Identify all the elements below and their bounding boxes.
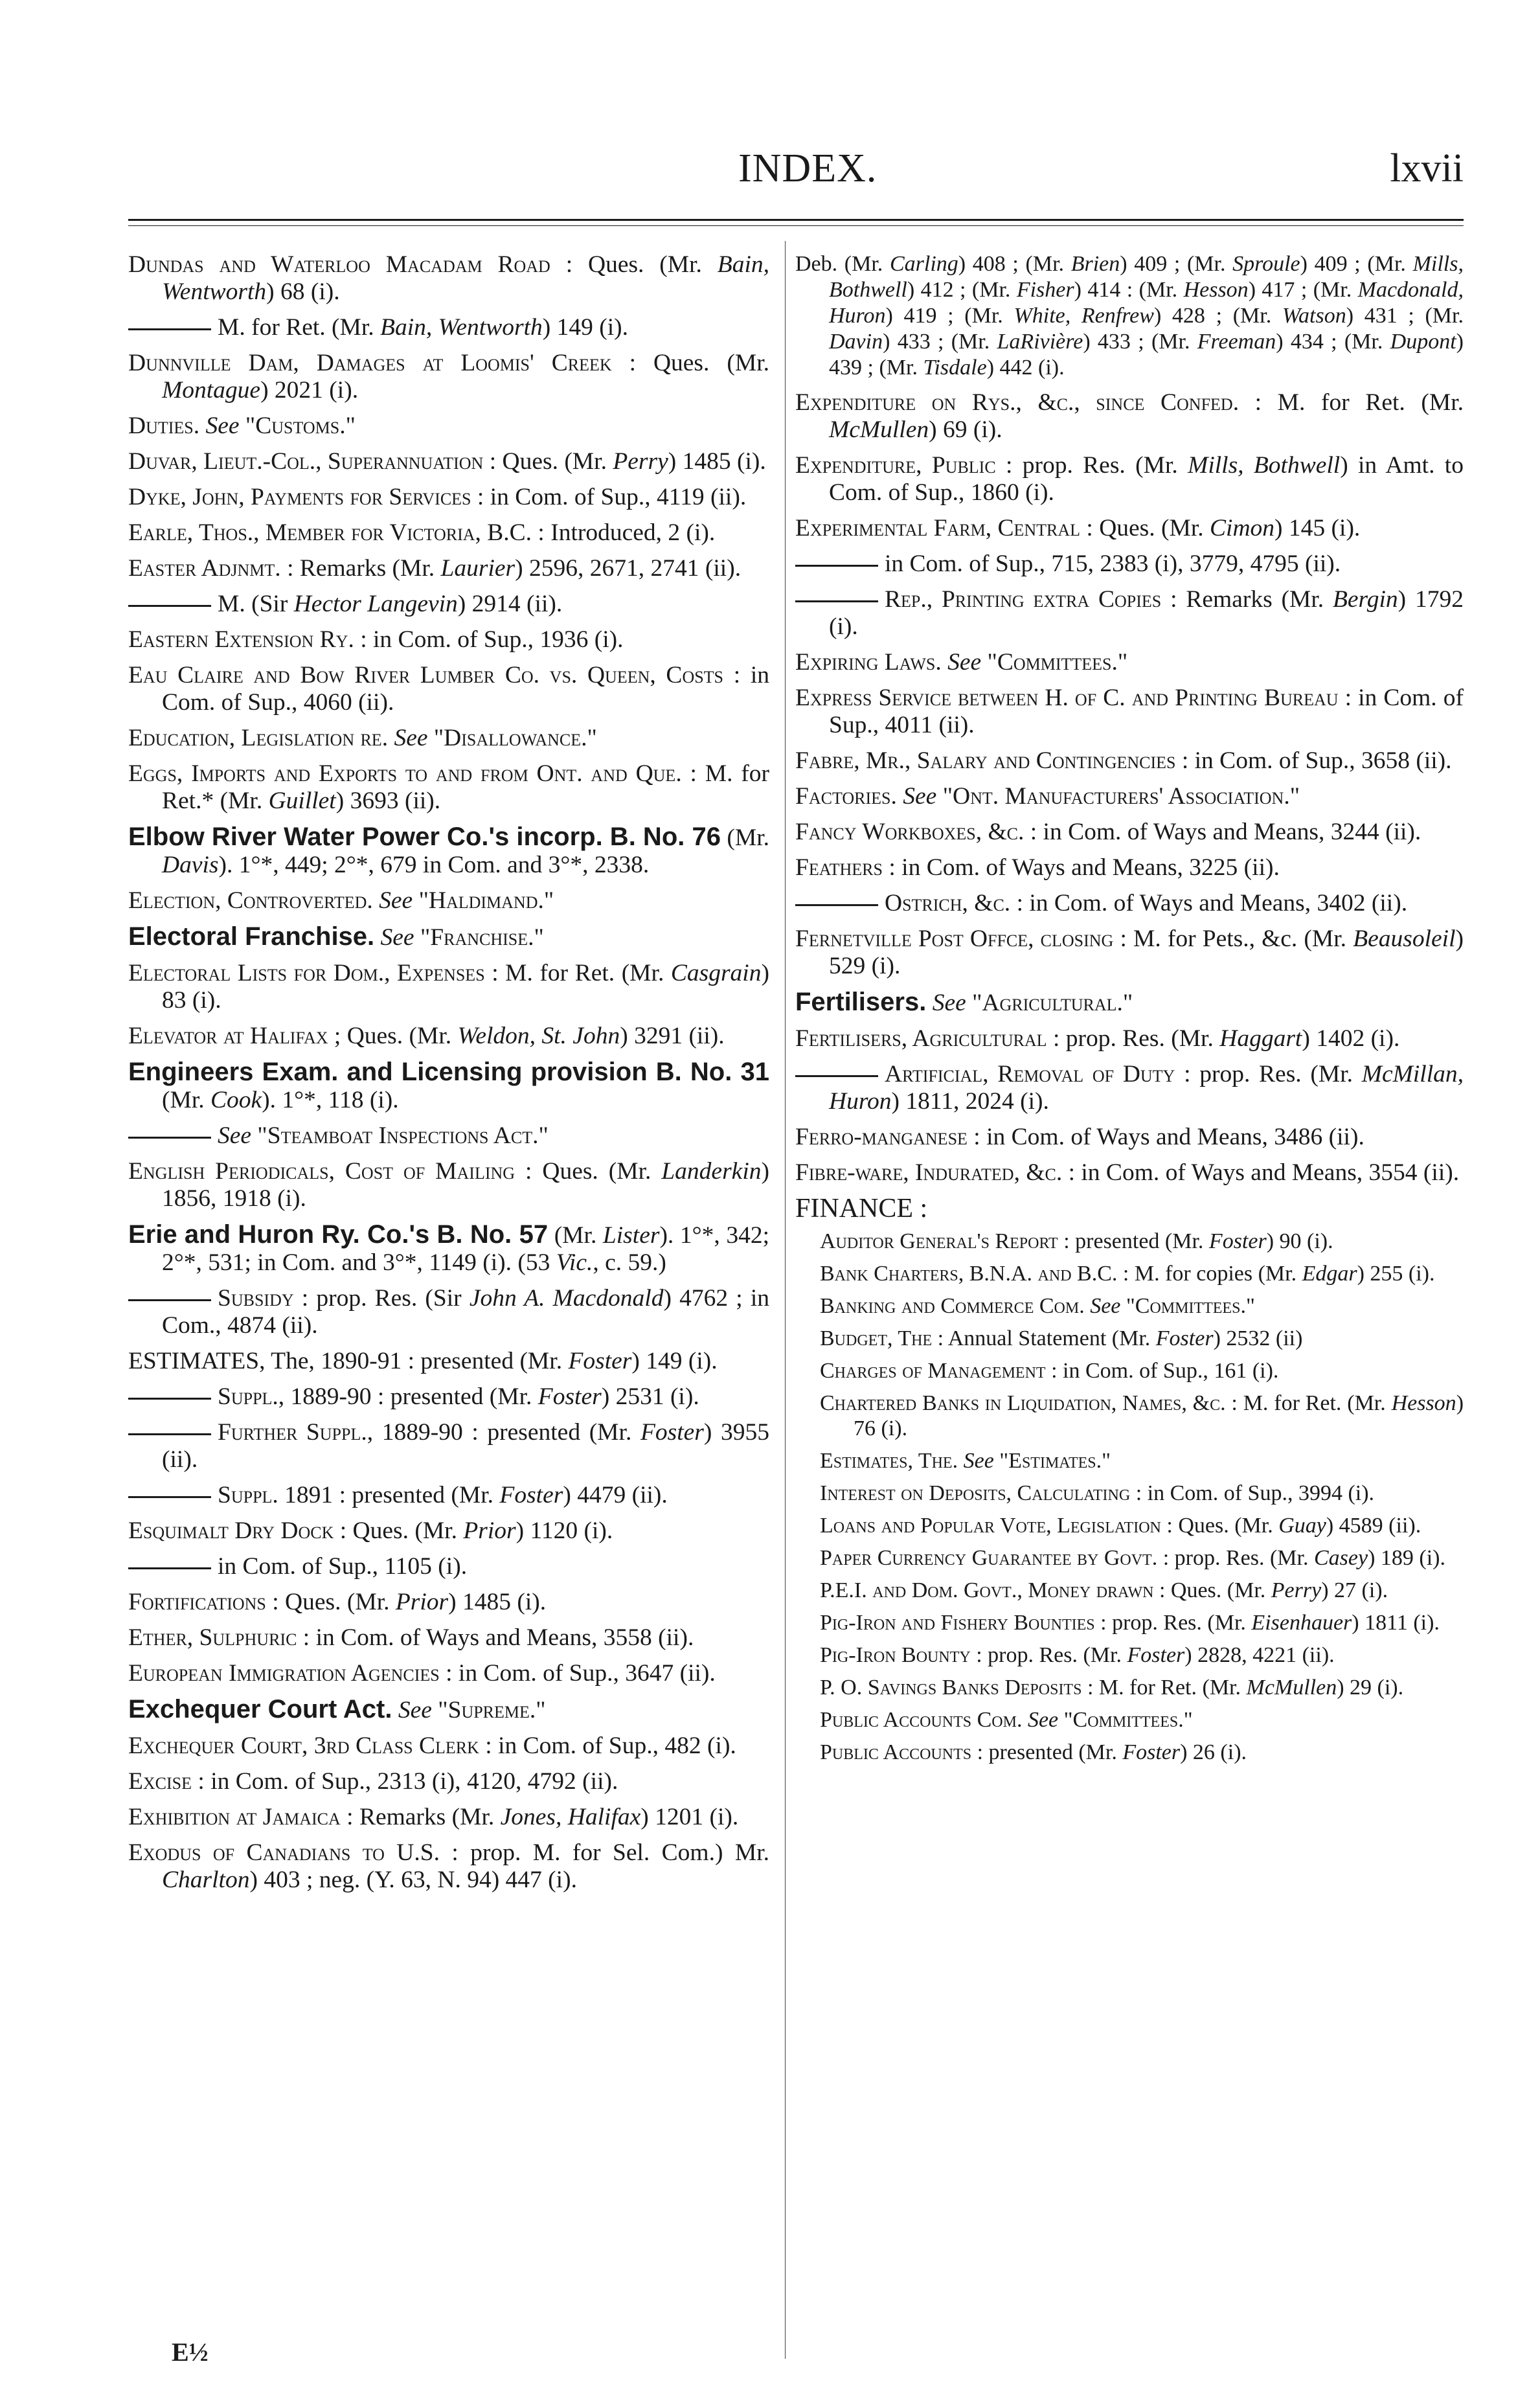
index-subentry: Suppl., 1889-90 : presented (Mr. Foster) 2531 (i). — [128, 1383, 769, 1411]
ditto-dash — [128, 1398, 211, 1400]
index-entry: Easter Adjnmt. : Remarks (Mr. Laurier) 2596, 2671, 2741 (ii). — [128, 555, 742, 582]
finance-subentry: Pig-Iron Bounty : prop. Res. (Mr. Foster) 2828, 4221 (ii). — [820, 1643, 1335, 1667]
index-entry: Experimental Farm, Central : Ques. (Mr. Cimon) 145 (i). — [795, 515, 1361, 541]
finance-subentry: Budget, The : Annual Statement (Mr. Foster) 2532 (ii) — [820, 1326, 1303, 1350]
finance-subentry: Bank Charters, B.N.A. and B.C. : M. for copies (Mr. Edgar) 255 (i). — [820, 1262, 1435, 1286]
index-entry-bill: Exchequer Court Act. See "Supreme." — [128, 1695, 546, 1723]
index-entry: Ether, Sulphuric : in Com. of Ways and Means, 3558 (ii). — [128, 1624, 694, 1651]
ditto-dash — [128, 1433, 211, 1435]
index-entry: Exodus of Canadians to U.S. : prop. M. for Sel. Com.) Mr. Charlton) 403 ; neg. (Y. 63, N. 94) 447 (i). — [128, 1839, 769, 1893]
index-subentry: Further Suppl., 1889-90 : presented (Mr. Foster) 3955 (ii). — [128, 1419, 769, 1473]
index-entry: Election, Controverted. See "Haldimand." — [128, 887, 554, 914]
index-entry: Fernetville Post Offce, closing : M. for Pets., &c. (Mr. Beausoleil) 529 (i). — [795, 926, 1464, 979]
index-entry: Fibre-ware, Indurated, &c. : in Com. of Ways and Means, 3554 (ii). — [795, 1159, 1460, 1186]
header-rule-thick — [128, 219, 1464, 221]
index-subentry: M. for Ret. (Mr. Bain, Wentworth) 149 (i). — [128, 314, 769, 341]
finance-subentry: Public Accounts Com. See "Committees." — [820, 1708, 1193, 1732]
finance-subentry: Chartered Banks in Liquidation, Names, &c. : M. for Ret. (Mr. Hesson) 76 (i). — [820, 1391, 1464, 1440]
index-entry: Electoral Lists for Dom., Expenses : M. for Ret. (Mr. Casgrain) 83 (i). — [128, 960, 769, 1014]
index-entry: Dundas and Waterloo Macadam Road : Ques. (Mr. Bain, Wentworth) 68 (i). — [128, 251, 769, 305]
index-entry: Fabre, Mr., Salary and Contingencies : in Com. of Sup., 3658 (ii). — [795, 747, 1452, 774]
finance-subentry: Interest on Deposits, Calculating : in Com. of Sup., 3994 (i). — [820, 1481, 1375, 1505]
ditto-dash — [795, 600, 878, 602]
index-subentry: M. (Sir Hector Langevin) 2914 (ii). — [128, 591, 769, 618]
index-entry: Exhibition at Jamaica : Remarks (Mr. Jones, Halifax) 1201 (i). — [128, 1804, 739, 1830]
left-column — [128, 251, 769, 1902]
index-entry-bill: Elbow River Water Power Co.'s incorp. B. No. 76 (Mr. Davis). 1°*, 449; 2°*, 679 in Com. and 3°*, 2338. — [128, 823, 769, 878]
index-entry: Eau Claire and Bow River Lumber Co. vs. Queen, Costs : in Com. of Sup., 4060 (ii). — [128, 662, 769, 716]
index-subentry: Ostrich, &c. : in Com. of Ways and Means, 3402 (ii). — [795, 890, 1464, 917]
index-subentry: Suppl. 1891 : presented (Mr. Foster) 4479 (ii). — [128, 1482, 769, 1509]
index-entry: Education, Legislation re. See "Disallowance." — [128, 725, 597, 751]
ditto-dash — [128, 605, 211, 607]
finance-subentry: P. O. Savings Banks Deposits : M. for Ret. (Mr. McMullen) 29 (i). — [820, 1676, 1404, 1700]
ditto-dash — [795, 904, 878, 906]
signature-mark: E½ — [172, 2337, 209, 2367]
finance-subentry: Paper Currency Guarantee by Govt. : prop. Res. (Mr. Casey) 189 (i). — [820, 1546, 1445, 1570]
index-entry: Expiring Laws. See "Committees." — [795, 649, 1128, 676]
index-entry: Fancy Workboxes, &c. : in Com. of Ways and Means, 3244 (ii). — [795, 819, 1421, 845]
index-entry: Dunnville Dam, Damages at Loomis' Creek : Ques. (Mr. Montague) 2021 (i). — [128, 350, 769, 404]
index-entry: Duvar, Lieut.-Col., Superannuation : Ques. (Mr. Perry) 1485 (i). — [128, 448, 766, 475]
finance-subentry: Banking and Commerce Com. See "Committees." — [820, 1294, 1255, 1318]
ditto-dash — [128, 1567, 211, 1569]
index-entry: Ferro-manganese : in Com. of Ways and Means, 3486 (ii). — [795, 1124, 1364, 1150]
index-entry: Exchequer Court, 3rd Class Clerk : in Com. of Sup., 482 (i). — [128, 1733, 736, 1759]
index-entry-bill: Engineers Exam. and Licensing provision B. No. 31 (Mr. Cook). 1°*, 118 (i). — [128, 1058, 769, 1113]
index-subentry: Rep., Printing extra Copies : Remarks (Mr. Bergin) 1792 (i). — [795, 586, 1464, 641]
index-entry: Expenditure on Rys., &c., since Confed. : M. for Ret. (Mr. McMullen) 69 (i). — [795, 389, 1464, 443]
index-entry: Duties. See "Customs." — [128, 413, 356, 439]
index-entry: Fortifications : Ques. (Mr. Prior) 1485 (i). — [128, 1589, 547, 1615]
ditto-dash — [128, 1299, 211, 1301]
index-subentry: Subsidy : prop. Res. (Sir John A. Macdonald) 4762 ; in Com., 4874 (ii). — [128, 1285, 769, 1339]
finance-subentry: Charges of Management : in Com. of Sup., 161 (i). — [820, 1359, 1279, 1383]
index-subentry: in Com. of Sup., 1105 (i). — [128, 1553, 769, 1580]
page-title: INDEX. — [738, 146, 878, 190]
ditto-dash — [128, 328, 211, 330]
index-subentry: Artificial, Removal of Duty : prop. Res. (Mr. McMillan, Huron) 1811, 2024 (i). — [795, 1061, 1464, 1115]
ditto-dash — [128, 1496, 211, 1498]
page-number: lxvii — [1390, 146, 1464, 190]
index-entry: Excise : in Com. of Sup., 2313 (i), 4120, 4792 (ii). — [128, 1768, 618, 1795]
right-column — [795, 251, 1464, 1772]
index-entry: Eastern Extension Ry. : in Com. of Sup., 1936 (i). — [128, 626, 624, 653]
ditto-dash — [795, 565, 878, 567]
header-rule-thin — [128, 225, 1464, 226]
index-entry: ESTIMATES, The, 1890-91 : presented (Mr. Foster) 149 (i). — [128, 1348, 718, 1374]
index-entry: Elevator at Halifax ; Ques. (Mr. Weldon, St. John) 3291 (ii). — [128, 1023, 725, 1049]
index-entry-bill: Fertilisers. See "Agricultural." — [795, 988, 1133, 1016]
finance-subentry: Estimates, The. See "Estimates." — [820, 1449, 1111, 1473]
ditto-dash — [795, 1075, 878, 1077]
index-entry: Expenditure, Public : prop. Res. (Mr. Mills, Bothwell) in Amt. to Com. of Sup., 1860 (i). — [795, 452, 1464, 506]
index-entry: Feathers : in Com. of Ways and Means, 3225 (ii). — [795, 854, 1280, 881]
index-subentry: See "Steamboat Inspections Act." — [128, 1122, 769, 1150]
index-entry: Esquimalt Dry Dock : Ques. (Mr. Prior) 1120 (i). — [128, 1518, 613, 1544]
finance-subentry: Pig-Iron and Fishery Bounties : prop. Res. (Mr. Eisenhauer) 1811 (i). — [820, 1611, 1440, 1635]
index-entry: European Immigration Agencies : in Com. of Sup., 3647 (ii). — [128, 1660, 716, 1687]
finance-subentry: Public Accounts : presented (Mr. Foster) 26 (i). — [820, 1740, 1247, 1764]
index-entry: Fertilisers, Agricultural : prop. Res. (Mr. Haggart) 1402 (i). — [795, 1025, 1400, 1052]
index-entry-bill: Electoral Franchise. See "Franchise." — [128, 922, 544, 951]
finance-heading: FINANCE : — [795, 1194, 928, 1223]
index-entry-bill: Erie and Huron Ry. Co.'s B. No. 57 (Mr. Lister). 1°*, 342; 2°*, 531; in Com. and 3°*, 1149 (i). (53 Vic., c. 59.) — [128, 1220, 770, 1276]
ditto-dash — [128, 1137, 211, 1139]
index-entry: English Periodicals, Cost of Mailing : Ques. (Mr. Landerkin) 1856, 1918 (i). — [128, 1158, 769, 1212]
finance-subentry: Loans and Popular Vote, Legislation : Ques. (Mr. Guay) 4589 (ii). — [820, 1514, 1421, 1538]
index-entry: Eggs, Imports and Exports to and from Ont. and Que. : M. for Ret.* (Mr. Guillet) 3693 (ii). — [128, 760, 769, 814]
column-divider — [785, 241, 786, 2359]
index-entry: Express Service between H. of C. and Printing Bureau : in Com. of Sup., 4011 (ii). — [795, 685, 1464, 738]
finance-subentry: P.E.I. and Dom. Govt., Money drawn : Ques. (Mr. Perry) 27 (i). — [820, 1578, 1388, 1602]
index-entry: Earle, Thos., Member for Victoria, B.C. : Introduced, 2 (i). — [128, 519, 716, 546]
index-entry: Factories. See "Ont. Manufacturers' Association." — [795, 783, 1300, 810]
index-subentry: in Com. of Sup., 715, 2383 (i), 3779, 4795 (ii). — [795, 551, 1464, 578]
index-entry: Dyke, John, Payments for Services : in Com. of Sup., 4119 (ii). — [128, 484, 747, 510]
index-entry-continued: Deb. (Mr. Carling) 408 ; (Mr. Brien) 409 ; (Mr. Sproule) 409 ; (Mr. Mills, Bothwell) 412 ; (Mr. Fisher) 414 : (Mr. Hesson) 417 ; (Mr. Macdonald, Huron) 419 ; (Mr. White, Renfrew) 428 ; (Mr. Watson) 431 ; (Mr. Davin) 433 ; (Mr. LaRivière) 433 ; (Mr. Freeman) 434 ; (Mr. Dupont) 439 ; (Mr. Tisdale) 442 (i). — [795, 252, 1464, 380]
finance-subentry: Auditor General's Report : presented (Mr. Foster) 90 (i). — [820, 1229, 1333, 1253]
